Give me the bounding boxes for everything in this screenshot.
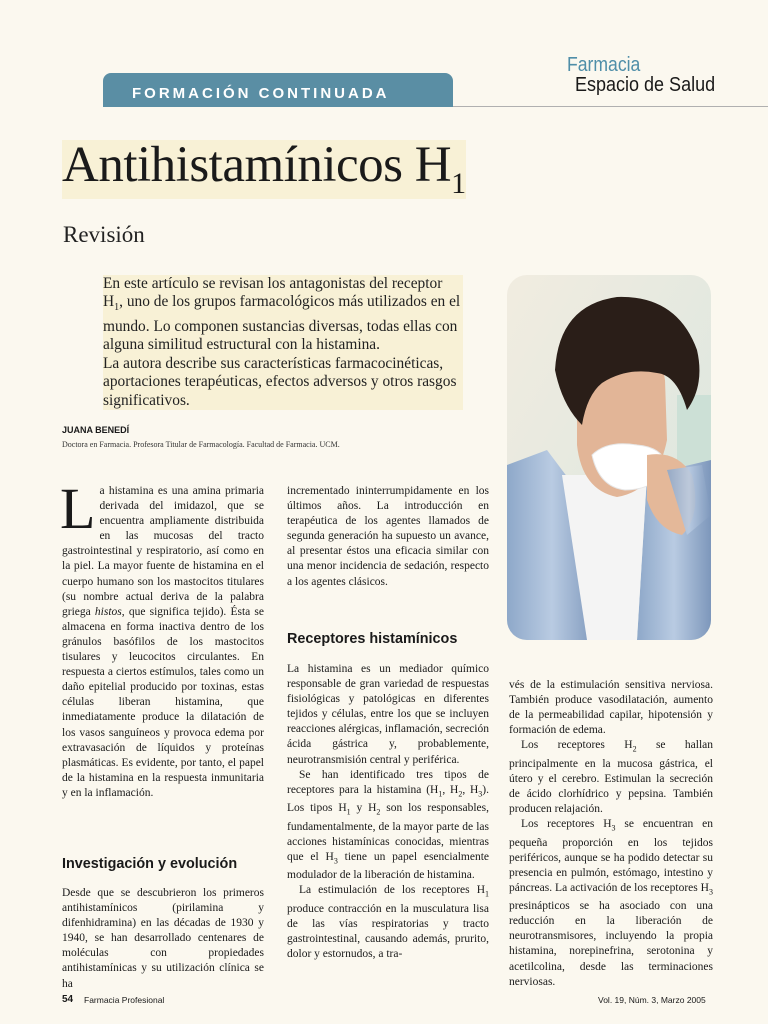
col3-p3: Los receptores $H_3$ se encuentran en pequeña proporción en los tejidos periféricos, aunque se ha podido detectar su presencia en pulmón, estómago, intestino y páncreas. La activación de los receptores $H_3$ presinápticos se ha asociado con una reducción en la liberación de neurotransmisores, incluyendo la propia histamina, norepinefrina, serotonina y acetilcolina, desde las terminaciones nerviosas. [509,818,713,988]
article-lead [103,275,463,410]
section-label: FORMACIÓN CONTINUADA [132,85,390,102]
author-name: JUANA BENEDÍ [62,425,130,435]
lead-p2b: , uno de los grupos farmacológicos más utilizados en el mundo. Lo componen sustancias diversas, todas ellas con alguna similitud estructural con la histamina. [103,293,461,354]
column-1-continued [62,886,264,992]
photo-illustration [507,275,711,640]
drop-cap: L [60,476,96,541]
journal-name: Farmacia Profesional [84,995,165,1005]
sneezing-man-photo [507,275,711,640]
col3-p1: vés de la estimulación sensitiva nerviosa. También produce vasodilatación, aumento de la permeabilidad capilar, hipotensión y formación de edema. [509,679,713,737]
title-text: Antihistamínicos H [62,137,452,193]
col1-p1a: a histamina es una amina primaria derivada del imidazol, que se encuentra ampliamente distribuida en las mucosas del tracto gastrointestinal y respiratorio, así como en la piel. La mayor fuente de histamina en el cuerpo humano son los mastocitos titulares (su nombre actual deriva de la palabra griega [62,485,264,618]
heading-receptores: Receptores histamínicos [287,631,458,647]
column-2-continued [287,662,489,962]
title-subscript: 1 [451,167,466,200]
col1-p1b: , que significa tejido). Ésta se almacena en forma inactiva dentro de los gránulos basófilos de los mastocitos tisulares y leucocitos circulantes. En respuesta a ciertos estímulos, tales como un daño epitelial producido por toxinas, estas células liberan histamina, que inmediatamente produce la dilatación de los vasos sanguíneos y provoca edema por extravasación de líquidos y proteínas plasmáticas. Es evidente, por tanto, el papel de la histamina en la respuesta inmunitaria y en la inflamación. [62,605,265,799]
col2-p2: La histamina es un mediador químico responsable de gran variedad de respuestas fisiológicas y patológicas en diferentes tejidos y células, entre los que se incluyen reacciones alérgicas, inflamación, secreción ácida gástrica y, probablemente, neurotransmisión central y periférica. [287,663,489,766]
lead-sub: 1 [114,302,120,314]
col1-em: histos [94,605,122,618]
lead-p2a: H [103,293,115,311]
col2-p4: La estimulación de los receptores $H_1$ produce contracción en la musculatura lisa de las vías respiratorias y tracto gastrointestinal, causando además, prurito, dolor y estornudos, a tra- [287,884,489,960]
heading-investigacion: Investigación y evolución [62,856,238,872]
article-subtitle: Revisión [63,222,145,247]
header-rule [453,106,768,107]
lead-p3: La autora describe sus características farmacocinéticas, aportaciones terapéuticas, efectos adversos y otros rasgos significativos. [103,354,457,409]
col1-p2: Desde que se descubrieron los primeros antihistamínicos (pirilamina y difenhidramina) en las décadas de 1930 y 1940, se han desarrollado centenares de moléculas con propiedades antihistamínicas y su utilización clínica se ha [62,887,264,990]
author-affiliation: Doctora en Farmacia. Profesora Titular de Farmacología. Facultad de Farmacia. UCM. [62,440,340,449]
column-3 [509,678,713,990]
col3-p2: Los receptores $H_2$ se hallan principalmente en la mucosa gástrica, el útero y el cerebro. Estimulan la secreción de ácido clorhídrico y pepsina. También producen relajación. [509,739,713,816]
column-2 [287,484,489,590]
page-number: 54 [62,994,74,1005]
lead-p1: En este artículo se revisan los antagonistas del receptor [103,275,443,292]
article-title [62,137,466,200]
issue-info: Vol. 19, Núm. 3, Marzo 2005 [598,995,706,1005]
column-1 [60,476,265,801]
brand-espacio-de-salud: Espacio de Salud [575,74,716,96]
col2-p3: Se han identificado tres tipos de receptores para la histamina ($H_1$, $H_2$, $H_3$). Los tipos $H_1$ y $H_2$ son los responsables, fundamentalmente, de la mayor parte de las acciones histamínicas conocidas, mientras que el $H_3$ tiene un papel esencialmente modulador de la liberación de histamina. [287,768,489,882]
brand-farmacia: Farmacia [567,54,641,76]
col2-p1: incrementado ininterrumpidamente en los últimos años. La introducción en terapéutica de los agentes llamados de segunda generación ha supuesto un avance, al presentar éstos una eficacia similar con una menor incidencia de sedación, respecto a los agentes clásicos. [287,485,489,588]
